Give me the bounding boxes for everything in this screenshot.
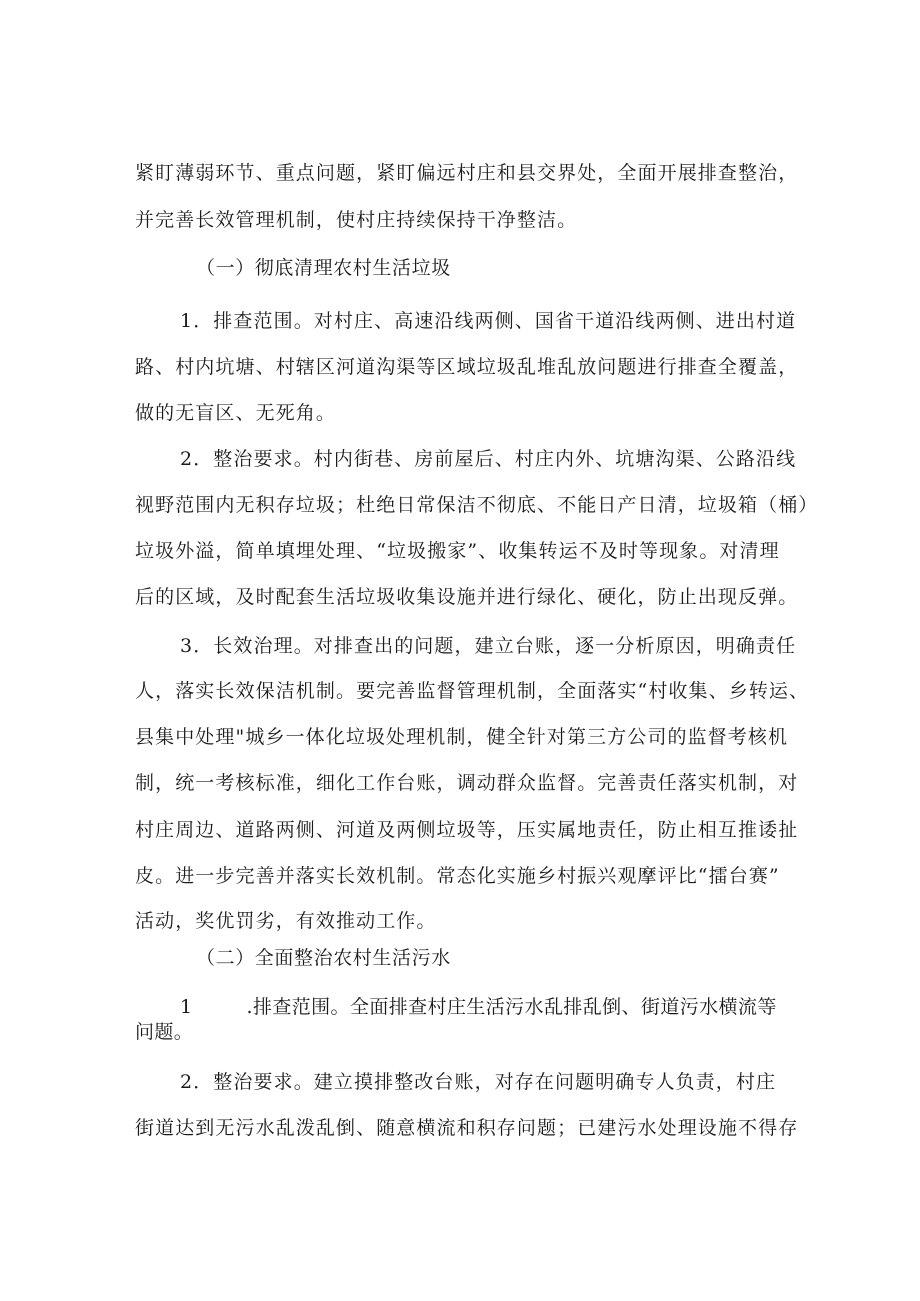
paragraph-line: 做的无盲区、无死角。 <box>135 402 337 424</box>
paragraph-line: 人，落实长效保洁机制。要完善监督管理机制，全面落实“村收集、乡转运、 <box>135 680 810 702</box>
paragraph-line: 制，统一考核标准，细化工作台账，调动群众监督。完善责任落实机制，对 <box>135 772 799 794</box>
item-text: .排查范围。全面排查村庄生活污水乱排乱倒、街道污水横流等 <box>246 996 777 1018</box>
paragraph-line: 皮。进一步完善并落实长效机制。常态化实施乡村振兴观摩评比“擂台赛” <box>135 865 780 887</box>
paragraph-line: 村庄周边、道路两侧、河道及两侧垃圾等，压实属地责任，防止相互推诿扯 <box>135 819 799 841</box>
section-heading-1: （一）彻底清理农村生活垃圾 <box>196 257 451 279</box>
paragraph-line: 问题。 <box>135 1021 194 1043</box>
section-heading-2: （二）全面整治农村生活污水 <box>196 947 451 969</box>
paragraph-line: 后的区域，及时配套生活垃圾收集设施并进行绿化、硬化，防止出现反弹。 <box>135 586 799 608</box>
item-3-first-line: 3．长效治理。对排查出的问题，建立台账，逐一分析原因，明确责任 <box>180 635 797 657</box>
paragraph-line: 县集中处理"城乡一体化垃圾处理机制，健全针对第三方公司的监督考核机 <box>135 726 789 748</box>
paragraph-line: 路、村内坑塘、村辖区河道沟渠等区域垃圾乱堆乱放问题进行排查全覆盖， <box>135 356 799 378</box>
item-2-first-line: 2．整治要求。村内街巷、房前屋后、村庄内外、坑塘沟渠、公路沿线 <box>180 448 797 470</box>
item-number: 1 <box>180 996 193 1018</box>
paragraph-line: 活动，奖优罚劣，有效推动工作。 <box>135 910 437 932</box>
item-1-first-line: 1．排查范围。对村庄、高速沿线两侧、国省干道沿线两侧、进出村道 <box>180 310 797 332</box>
item-1-first-line <box>180 995 777 1019</box>
item-2-first-line: 2．整治要求。建立摸排整改台账，对存在问题明确专人负责，村庄 <box>180 1071 777 1093</box>
paragraph-line: 紧盯薄弱环节、重点问题，紧盯偏远村庄和县交界处，全面开展排查整治， <box>135 162 799 184</box>
paragraph-line: 街道达到无污水乱泼乱倒、随意横流和积存问题；已建污水处理设施不得存 <box>135 1117 799 1139</box>
paragraph-line: 并完善长效管理机制，使村庄持续保持干净整洁。 <box>135 209 578 231</box>
paragraph-line: 视野范围内无积存垃圾；杜绝日常保洁不彻底、不能日产日清，垃圾箱（桶） <box>135 494 819 516</box>
paragraph-line: 垃圾外溢，简单填埋处理、“垃圾搬家”、收集转运不及时等现象。对清理 <box>135 540 780 562</box>
